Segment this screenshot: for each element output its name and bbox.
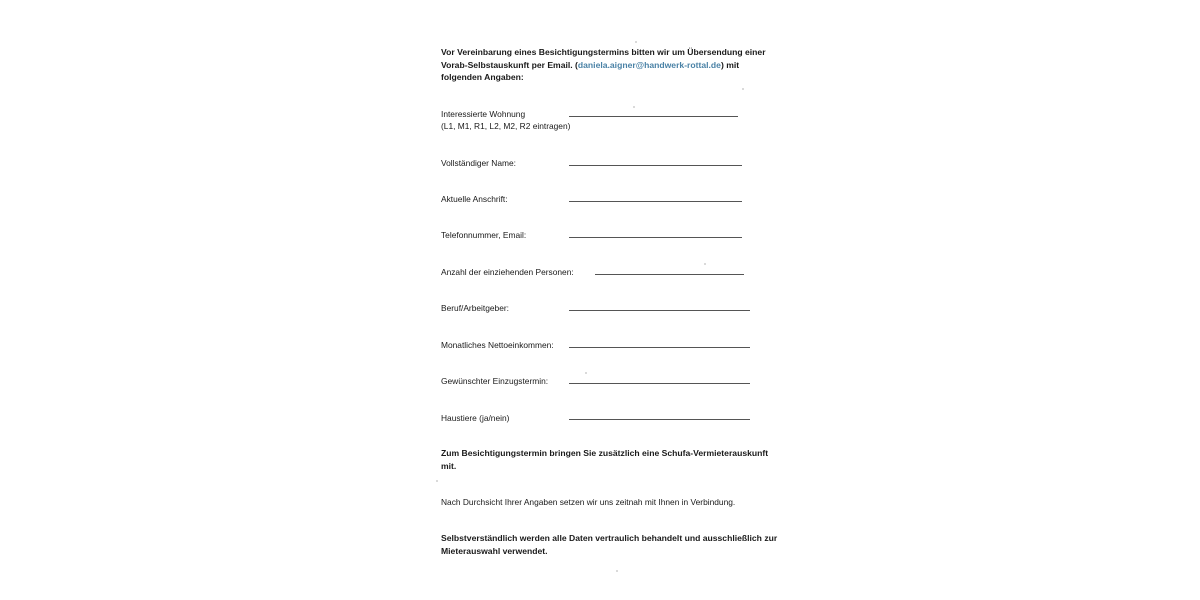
scan-speck <box>704 263 706 265</box>
field-label-nettoeinkommen: Monatliches Nettoeinkommen: <box>441 340 554 350</box>
contact-notice: Nach Durchsicht Ihrer Angaben setzen wir uns zeitnah mit Ihnen in Verbindung. <box>441 497 736 507</box>
field-line-name[interactable] <box>569 165 742 166</box>
field-label-einzugstermin: Gewünschter Einzugstermin: <box>441 376 549 386</box>
scan-speck <box>585 372 587 374</box>
field-line-haustiere[interactable] <box>569 419 750 420</box>
privacy-notice: Selbstverständlich werden alle Daten vertraulich behandelt und ausschließlich zur Mieterauswahl verwendet. <box>441 533 778 556</box>
field-label-personen: Anzahl der einziehenden Personen: <box>441 267 574 277</box>
intro-paragraph <box>441 46 771 84</box>
intro-text-2: ) mit folgenden Angaben: <box>441 59 740 82</box>
field-line-wohnung[interactable] <box>569 116 738 117</box>
scan-speck <box>616 570 618 572</box>
scan-speck <box>436 480 438 482</box>
field-label-wohnung <box>441 108 570 133</box>
field-line-personen[interactable] <box>595 274 744 275</box>
intro-text-1: Vor Vereinbarung eines Besichtigungstermins bitten wir um Übersendung einer Vorab-Selbstauskunft per Email. ( <box>441 47 766 70</box>
field-label-haustiere: Haustiere (ja/nein) <box>441 413 510 423</box>
field-line-telefon-email[interactable] <box>569 237 742 238</box>
scan-speck <box>635 41 637 43</box>
scan-speck <box>633 106 635 108</box>
scan-speck <box>742 88 744 90</box>
schufa-notice: Zum Besichtigungstermin bringen Sie zusätzlich eine Schufa-Vermieterauskunft mit. <box>441 448 769 471</box>
field-label-anschrift: Aktuelle Anschrift: <box>441 194 508 204</box>
field-label-wohnung-line2: (L1, M1, R1, L2, M2, R2 eintragen) <box>441 121 571 132</box>
field-label-beruf: Beruf/Arbeitgeber: <box>441 303 509 313</box>
field-label-telefon-email: Telefonnummer, Email: <box>441 230 527 240</box>
field-line-einzugstermin[interactable] <box>569 383 750 384</box>
field-line-beruf[interactable] <box>569 310 750 311</box>
field-label-wohnung-line1: Interessierte Wohnung <box>441 109 526 119</box>
field-label-name: Vollständiger Name: <box>441 158 516 168</box>
field-line-nettoeinkommen[interactable] <box>569 347 750 348</box>
contact-email-link[interactable]: daniela.aigner@handwerk-rottal.de <box>577 59 721 70</box>
field-line-anschrift[interactable] <box>569 201 742 202</box>
